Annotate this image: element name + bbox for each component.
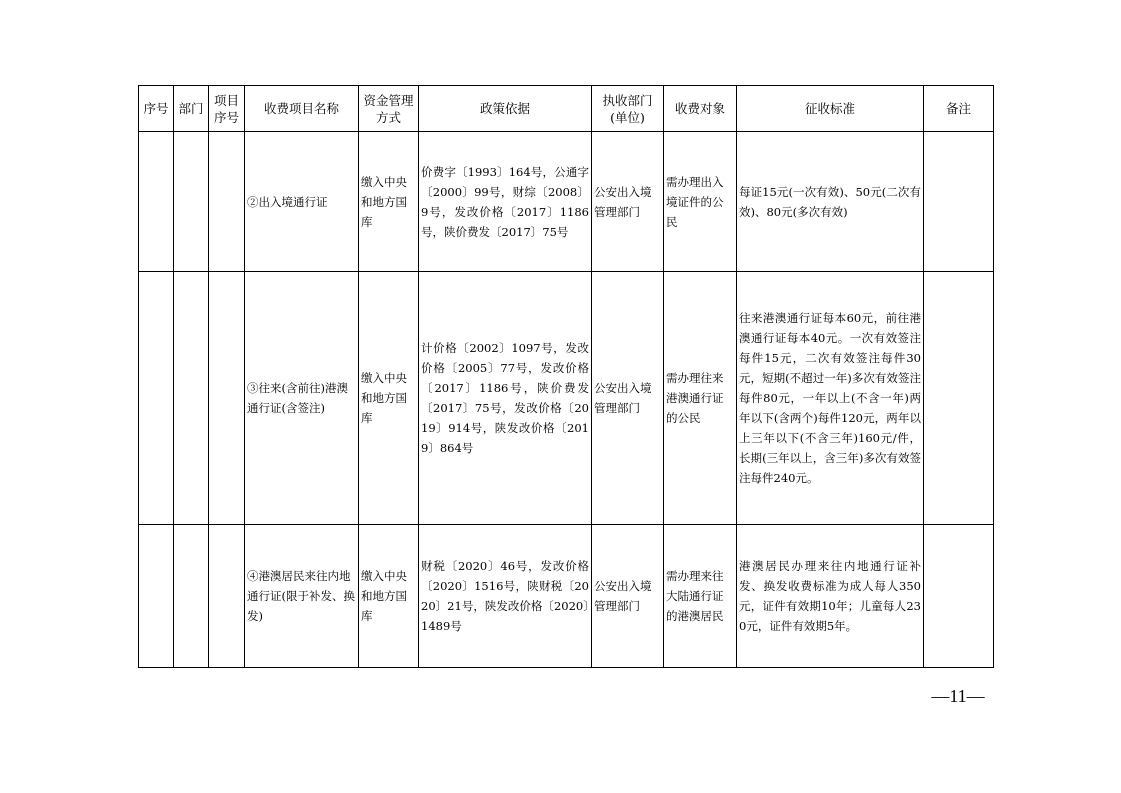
header-fund: 资金管理方式 xyxy=(359,86,419,132)
cell-seq xyxy=(139,525,174,668)
cell-collector: 公安出入境管理部门 xyxy=(592,525,664,668)
table-row xyxy=(139,132,994,272)
cell-remark xyxy=(924,525,994,668)
page-number: —11— xyxy=(931,686,985,706)
table-row xyxy=(139,525,994,668)
header-policy: 政策依据 xyxy=(419,86,592,132)
cell-name: ③往来(含前往)港澳通行证(含签注) xyxy=(245,272,359,525)
cell-collector: 公安出入境管理部门 xyxy=(592,272,664,525)
table-header-row xyxy=(139,86,994,132)
cell-dept xyxy=(174,132,209,272)
cell-remark xyxy=(924,132,994,272)
header-collector: 执收部门(单位) xyxy=(592,86,664,132)
cell-policy: 财税〔2020〕46号，发改价格〔2020〕1516号，陕财税〔2020〕21号，陕发改价格〔2020〕1489号 xyxy=(419,525,592,668)
cell-remark xyxy=(924,272,994,525)
header-name: 收费项目名称 xyxy=(245,86,359,132)
cell-name: ②出入境通行证 xyxy=(245,132,359,272)
cell-policy: 价费字〔1993〕164号，公通字〔2000〕99号，财综〔2008〕9号，发改价格〔2017〕1186号，陕价费发〔2017〕75号 xyxy=(419,132,592,272)
cell-item-seq xyxy=(209,272,245,525)
cell-standard: 往来港澳通行证每本60元，前往港澳通行证每本40元。一次有效签注每件15元，二次有效签注每件30元，短期(不超过一年)多次有效签注每件80元，一年以上(不含一年)两年以下(含两个)每件120元，两年以上三年以下(不含三年)160元/件，长期(三年以上，含三年)多次有效签注每件240元。 xyxy=(737,272,924,525)
cell-seq xyxy=(139,272,174,525)
cell-fund: 缴入中央和地方国库 xyxy=(359,525,419,668)
header-seq: 序号 xyxy=(139,86,174,132)
header-remark: 备注 xyxy=(924,86,994,132)
header-standard: 征收标准 xyxy=(737,86,924,132)
cell-dept xyxy=(174,525,209,668)
cell-seq xyxy=(139,132,174,272)
cell-target: 需办理来往大陆通行证的港澳居民 xyxy=(664,525,737,668)
cell-target: 需办理往来港澳通行证的公民 xyxy=(664,272,737,525)
cell-dept xyxy=(174,272,209,525)
fee-table xyxy=(138,85,994,668)
cell-fund: 缴入中央和地方国库 xyxy=(359,132,419,272)
cell-item-seq xyxy=(209,525,245,668)
cell-target: 需办理出入境证件的公民 xyxy=(664,132,737,272)
table-row xyxy=(139,272,994,525)
cell-standard: 港澳居民办理来往内地通行证补发、换发收费标准为成人每人350元，证件有效期10年；儿童每人230元，证件有效期5年。 xyxy=(737,525,924,668)
cell-fund: 缴入中央和地方国库 xyxy=(359,272,419,525)
cell-collector: 公安出入境管理部门 xyxy=(592,132,664,272)
header-item-seq: 项目序号 xyxy=(209,86,245,132)
header-dept: 部门 xyxy=(174,86,209,132)
cell-name: ④港澳居民来往内地通行证(限于补发、换发) xyxy=(245,525,359,668)
cell-policy: 计价格〔2002〕1097号，发改价格〔2005〕77号，发改价格〔2017〕1186号，陕价费发〔2017〕75号，发改价格〔2019〕914号，陕发改价格〔2019〕864号 xyxy=(419,272,592,525)
cell-standard: 每证15元(一次有效)、50元(二次有效)、80元(多次有效) xyxy=(737,132,924,272)
header-target: 收费对象 xyxy=(664,86,737,132)
cell-item-seq xyxy=(209,132,245,272)
